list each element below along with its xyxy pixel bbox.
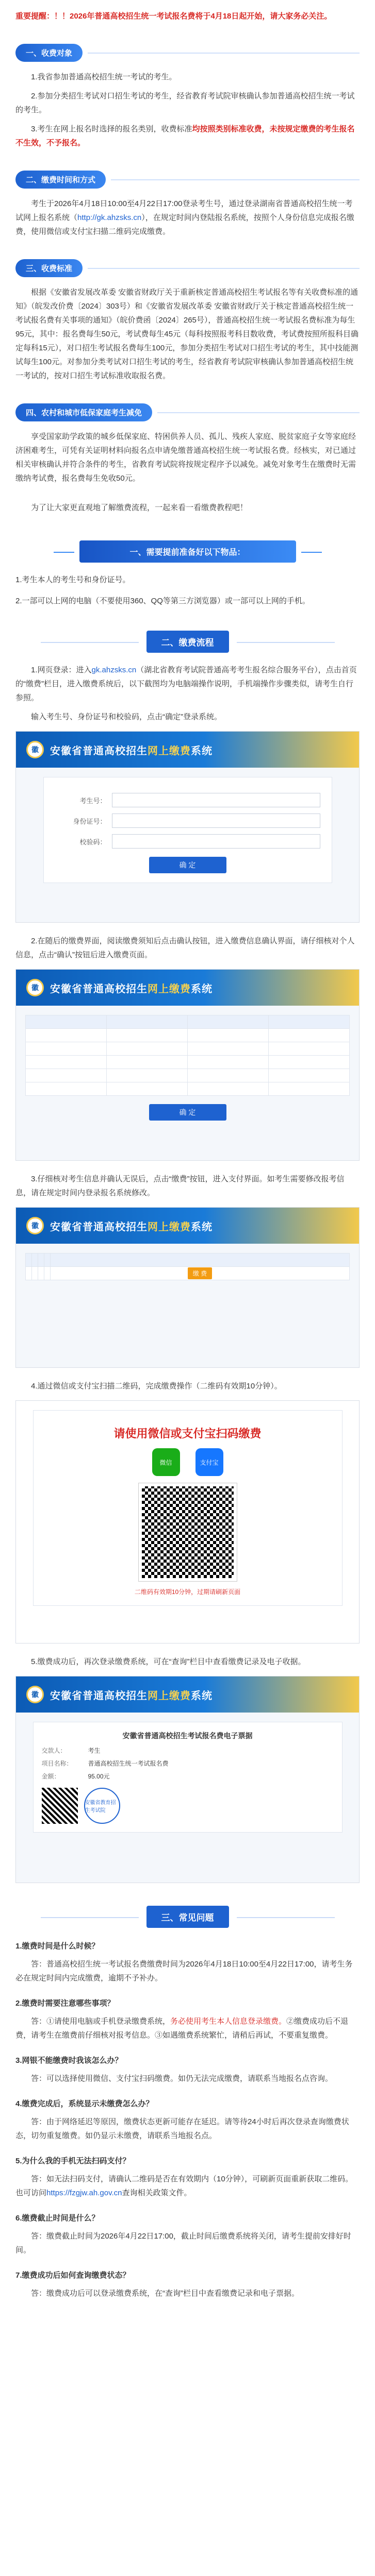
prep-ribbon: 一、需要提前准备好以下物品： xyxy=(79,540,296,563)
system-banner xyxy=(16,732,359,768)
intro-notice xyxy=(15,0,360,23)
receipt-key: 交款人： xyxy=(41,1747,67,1754)
receipt-qr-code xyxy=(42,1788,78,1824)
highlight-text: 不予报名。 xyxy=(46,139,86,147)
payment-title: 请使用微信或支付宝扫码缴费 xyxy=(113,1427,262,1440)
banner-title: 安徽省普通高校招生网上缴费系统 xyxy=(50,1221,213,1233)
faq-question: 3.网银不能缴费时我该怎么办？ xyxy=(15,2056,123,2065)
section-divider xyxy=(88,268,360,269)
prep-item: 1.考生本人的考生号和身份证号。 xyxy=(15,575,131,584)
text: 1.网页登录：进入 xyxy=(31,666,92,674)
screenshot-qr xyxy=(15,1400,360,1643)
field-label: 身份证号： xyxy=(73,817,107,825)
emblem-icon: 徽 xyxy=(26,1686,44,1703)
screenshot-login xyxy=(15,731,360,923)
banner-title: 安徽省普通高校招生网上缴费系统 xyxy=(50,1690,213,1702)
faq-answer: 答：普通高校招生统一考试报名费缴费时间为2026年4月18日10:00至4月22日17:00，请考生务必在规定时间内完成缴费，逾期不予补办。 xyxy=(15,1960,353,1982)
confirm-button[interactable]: 确 定 xyxy=(149,1104,226,1121)
captcha-input[interactable] xyxy=(112,834,320,849)
text: 3.考生在网上报名时选择的报名类别，收费标准 xyxy=(31,125,192,133)
section-divider xyxy=(157,412,360,413)
section-divider xyxy=(111,179,360,180)
field-label: 校验码： xyxy=(79,838,107,846)
faq-answer: 答：缴费成功后可以登录缴费系统，在“查询”栏目中查看缴费记录和电子票据。 xyxy=(31,2289,299,2298)
banner-title: 安徽省普通高校招生网上缴费系统 xyxy=(50,745,213,757)
emblem-icon: 徽 xyxy=(26,979,44,996)
paragraph xyxy=(15,122,360,150)
screenshot-info xyxy=(15,1207,360,1368)
system-banner xyxy=(16,1208,359,1244)
paragraph: 2.参加分类招生考试对口招生考试的考生，经省教育考试院审核确认参加普通高校招生统一考试的考生。 xyxy=(15,92,355,114)
payment-panel xyxy=(33,1410,343,1606)
faq-question: 1.缴费时间是什么时候？ xyxy=(15,1942,100,1951)
pay-button[interactable]: 缴 费 xyxy=(188,1267,212,1279)
paragraph: 5.缴费成功后，再次登录缴费系统，可在“查询”栏目中查看缴费记录及电子收据。 xyxy=(31,1657,306,1666)
section-header-time xyxy=(15,171,360,189)
paragraph: 2.在随后的缴费界面，阅读缴费须知后点击确认按钮，进入缴费信息确认界面，请仔细核对个人信息，点击“确认”按钮后进入缴费页面。 xyxy=(15,937,355,959)
faq-question: 6.缴费截止时间是什么？ xyxy=(15,2214,100,2223)
portal-link[interactable]: gk.ahzsks.cn xyxy=(91,666,137,674)
paragraph: 根据《安徽省发展改革委 安徽省财政厅关于重新核定普通高校招生考试报名等有关收费标准的通知》（皖发改价费〔2024〕303号）和《安徽省发展改革委 安徽省财政厅关于核定普通高校招生统一考试报名费有关事项的通知》（皖价费函〔2024〕265号），普通高校招生统一考试报名费标准为每生95元，其中：报名费每生50元，考试费每生45元（每科按照报考科目数收费，考试费按照所报科目确定每科15元），对口招生考试报名费每生100元，参加分类招生考试对口招生考试的考生，其中技能测试每生100元。对参加分类考试对口招生考试的考生，经省教育考试院审核确认参加普通高校招生统一考试的，按对口招生考试标准收取报名费。 xyxy=(15,288,359,380)
receipt-value: 95.00元 xyxy=(88,1773,110,1780)
faq-answer: 答：可以选择使用微信、支付宝扫码缴费。如仍无法完成缴费，请联系当地报名点咨询。 xyxy=(31,2074,333,2083)
text: （湖北省教育考试院普通高考考生报名综合服务平台），点击首页的“缴费”栏目，进入缴费系统后，以下截图均为电脑端操作说明，手机端操作步骤类似，请考生自行参照。 xyxy=(15,666,357,702)
policy-link[interactable]: https://fzgjw.ah.gov.cn xyxy=(46,2189,122,2197)
section-header-charge-target xyxy=(15,44,360,62)
faq-question: 7.缴费成功后如何查询缴费状态？ xyxy=(15,2271,131,2280)
paragraph: 1.我省参加普通高校招生统一考试的考生。 xyxy=(31,73,177,81)
paragraph: 3.仔细核对考生信息并确认无误后，点击“缴费”按钮，进入支付界面。如考生需要修改报考信息，请在规定时间内登录报名系统修改。 xyxy=(15,1175,345,1197)
section-header-reduction xyxy=(15,403,360,421)
info-table xyxy=(25,1015,350,1096)
paragraph: 输入考生号、身份证号和校验码，点击“确定”登录系统。 xyxy=(31,713,222,721)
paragraph xyxy=(15,663,360,705)
candidate-number-input[interactable] xyxy=(112,793,320,807)
faq-title: 三、常见问题 xyxy=(146,1906,229,1928)
section-header-standard xyxy=(15,259,360,277)
screenshot-notice xyxy=(15,969,360,1161)
faq-question: 5.为什么我的手机无法扫码支付？ xyxy=(15,2157,131,2165)
system-banner xyxy=(16,970,359,1006)
text: ），在规定时间内登陆报名系统，按照个人身份信息完成报名缴费，使用微信或支付宝扫描二维码完成缴费。 xyxy=(15,213,354,236)
alipay-icon: 支付宝 xyxy=(195,1448,223,1476)
faq-answer: 答：如无法扫码支付，请确认二维码是否在有效期内（10分钟），可刷新页面重新获取二维码。也可访问https://fzgjw.ah.gov.cn查询相关政策文件。 xyxy=(15,2175,353,2197)
faq-answer: 答：由于网络延迟等原因，缴费状态更新可能存在延迟。请等待24小时后再次登录查询缴费状态，切勿重复缴费。如仍显示未缴费，请联系当地报名点。 xyxy=(15,2117,349,2140)
receipt-value: 考生 xyxy=(88,1747,101,1754)
info-table xyxy=(25,1253,350,1280)
receipt-key: 金额： xyxy=(41,1773,60,1780)
receipt-key: 项目名称： xyxy=(41,1760,73,1767)
qr-note: 二维码有效期10分钟，过期请刷新页面 xyxy=(134,1588,241,1596)
receipt-title: 安徽省普通高校招生考试报名费电子票据 xyxy=(122,1732,253,1740)
id-number-input[interactable] xyxy=(112,814,320,828)
login-form xyxy=(43,777,332,883)
flow-title: 二、缴费流程 xyxy=(146,631,229,653)
section-title: 四、农村和城市低保家庭考生减免 xyxy=(15,403,152,421)
section-title: 三、收费标准 xyxy=(15,259,83,277)
section-title: 二、缴费时间和方式 xyxy=(15,171,106,189)
highlight-text: 均按照类别标准收费，未按规定缴费的考生报名不生效， xyxy=(15,125,355,147)
electronic-receipt xyxy=(33,1722,343,1833)
portal-link[interactable]: http://gk.ahzsks.cn xyxy=(77,213,142,222)
section-title: 一、收费对象 xyxy=(15,44,83,62)
system-banner xyxy=(16,1676,359,1713)
faq-question: 2.缴费时需要注意哪些事项？ xyxy=(15,1999,115,2008)
paragraph xyxy=(15,197,360,239)
field-label: 考生号： xyxy=(79,796,107,805)
emblem-icon: 徽 xyxy=(26,1217,44,1234)
faq-answer: 答：缴费截止时间为2026年4月22日17:00，截止时间后缴费系统将关闭，请考生提前安排好时间。 xyxy=(15,2232,351,2255)
faq-question: 4.缴费完成后，系统显示未缴费怎么办？ xyxy=(15,2099,154,2108)
screenshot-receipt xyxy=(15,1676,360,1883)
wechat-pay-icon: 微信 xyxy=(152,1448,180,1476)
emblem-icon: 徽 xyxy=(26,741,44,758)
transition-text: 为了让大家更直观地了解缴费流程，一起来看一看缴费教程吧！ xyxy=(31,503,248,512)
confirm-login-button[interactable]: 确 定 xyxy=(149,857,226,873)
receipt-value: 普通高校招生统一考试报名费 xyxy=(88,1760,169,1767)
footer-spacer xyxy=(15,2300,360,2331)
payment-qr-code[interactable] xyxy=(139,1483,237,1581)
faq-answer: 答：①请使用电脑或手机登录缴费系统，务必使用考生本人信息登录缴费。②缴费成功后不退费，请考生在缴费前仔细核对报考信息。③如遇缴费系统繁忙，请稍后再试，不要重复缴费。 xyxy=(15,2017,349,2040)
paragraph: 4.通过微信或支付宝扫描二维码，完成缴费操作（二维码有效期10分钟）。 xyxy=(31,1382,282,1391)
section-divider xyxy=(88,53,360,54)
intro-lead: 重要提醒：！！2026年普通高校招生统一考试报名费将于4月18日起开始，请大家务必关注。 xyxy=(15,12,332,21)
paragraph: 享受国家助学政策的城乡低保家庭、特困供养人员、孤儿、残疾人家庭、脱贫家庭子女等家庭经济困难考生，可凭有关证明材料向报名点申请免缴普通高校招生统一考试报名费。经核实，对已通过相关审核确认并符合条件的考生，省教育考试院将按规定程序予以减免。减免对象考生在缴费时无需缴纳考试费，报名费每生免收50元。 xyxy=(15,432,356,483)
text: 考生于2026年4月18日10:00至4月22日17:00登录考生号，通过登录湖南省普通高校招生统一考试网上报名系统（ xyxy=(15,199,353,222)
official-seal: 安徽省教育招生考试院 xyxy=(84,1788,120,1824)
prep-item: 2.一部可以上网的电脑（不要使用360、QQ等第三方浏览器）或一部可以上网的手机。 xyxy=(15,597,310,605)
banner-title: 安徽省普通高校招生网上缴费系统 xyxy=(50,983,213,995)
